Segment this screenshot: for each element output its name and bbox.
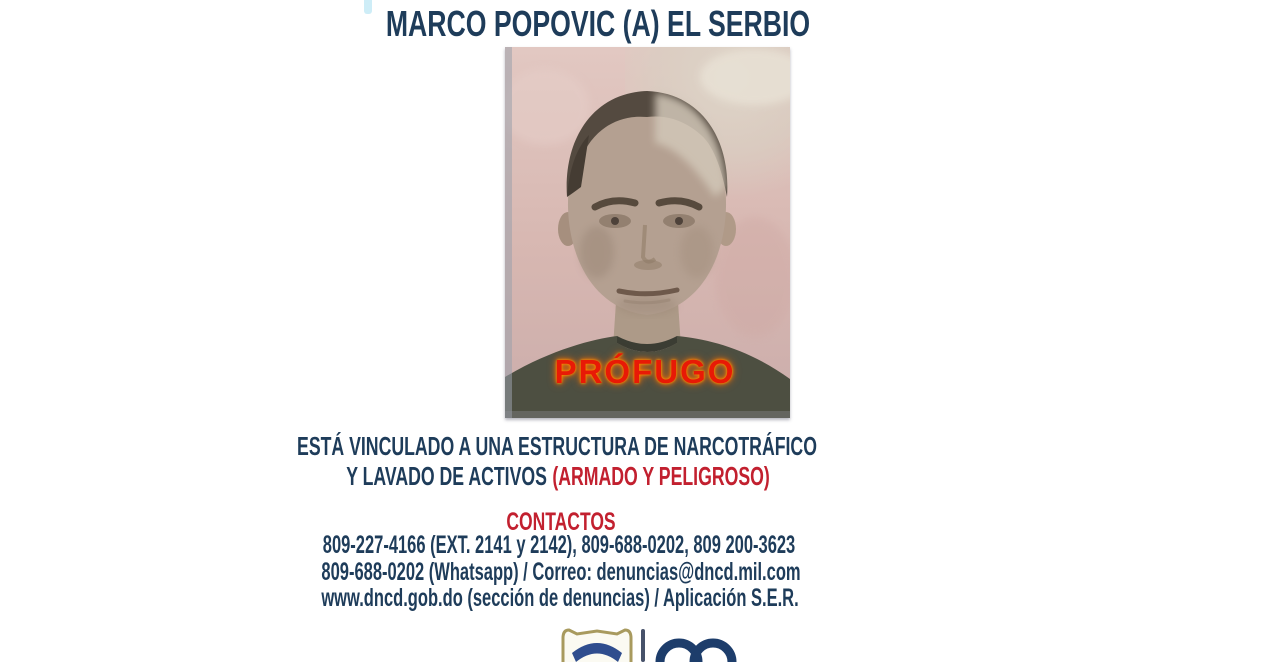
description-line-1: ESTÁ VINCULADO A UNA ESTRUCTURA DE NARCOTRÁFICO: [297, 431, 817, 461]
contact-phone-line-1: 809-227-4166 (EXT. 2141 y 2142), 809-688-0202, 809 200-3623: [322, 531, 796, 559]
poster-title: MARCO POPOVIC (A) EL SERBIO: [385, 3, 811, 44]
dncd-crest-icon: [559, 626, 635, 662]
contact-web-line: www.dncd.gob.do (sección de denuncias) / Aplicación S.E.R.: [321, 584, 799, 612]
description-line-2: [247, 463, 870, 489]
infinity-logo-icon: [652, 636, 742, 662]
description-line-2-navy: Y LAVADO DE ACTIVOS: [346, 461, 547, 491]
suspect-photo: [505, 47, 790, 418]
contact-phone-line-2: 809-688-0202 (Whatsapp) / Correo: denuncias@dncd.mil.com: [321, 558, 801, 586]
contacts-heading: CONTACTOS: [506, 508, 616, 536]
description-line-2-warning: (ARMADO Y PELIGROSO): [552, 461, 770, 491]
fugitive-status-label: PRÓFUGO: [554, 353, 736, 390]
footer-divider: [641, 629, 645, 662]
